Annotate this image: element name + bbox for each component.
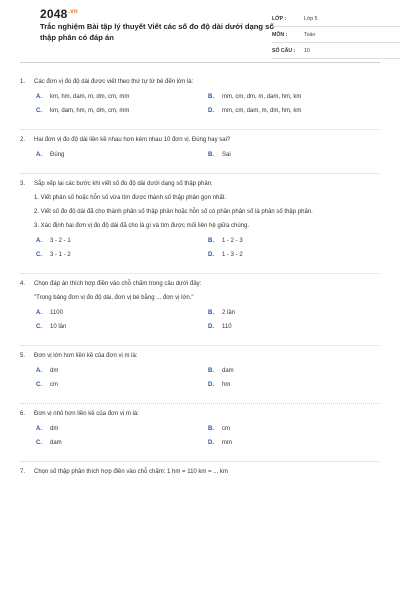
answer-option[interactable]: [36, 323, 208, 332]
question-header: [20, 280, 380, 289]
question-text: Đơn vị nhỏ hơn liền kề của đơn vị m là:: [34, 411, 139, 417]
meta-value: Toán: [304, 32, 316, 38]
option-letter: D.: [208, 108, 214, 114]
option-text: 1 - 2 - 3: [222, 238, 243, 244]
question-step: 1. Viết phân số hoặc hỗn số vừa tìm được thành số thập phân gọn nhất.: [34, 195, 226, 201]
question-text: Các đơn vị đo độ dài được viết theo thứ tự từ bé đến lớn là:: [34, 79, 194, 85]
option-letter: D.: [208, 252, 214, 258]
question-text: Chọn đáp án thích hợp điền vào chỗ chấm trong câu dưới đây:: [34, 281, 202, 287]
meta-box: [272, 12, 400, 60]
option-letter: D.: [208, 440, 214, 446]
option-text: 1 - 3 - 2: [222, 252, 243, 258]
option-text: cm: [222, 426, 230, 432]
answer-option[interactable]: [36, 93, 208, 102]
option-letter: D.: [208, 324, 214, 330]
page-title: Trắc nghiệm Bài tập lý thuyết Viết các số đo độ dài dưới dạng số thập phân có đáp án: [40, 22, 274, 42]
question-number: 1.: [20, 79, 26, 85]
question-header: [20, 410, 380, 419]
answer-option[interactable]: [208, 93, 380, 102]
option-text: 10 lần: [50, 324, 67, 330]
answer-option[interactable]: [36, 237, 208, 246]
question-divider: [20, 461, 380, 462]
question-number: 5.: [20, 353, 26, 359]
option-letter: B.: [208, 310, 214, 316]
option-letter: A.: [36, 310, 42, 316]
option-letter: B.: [208, 94, 214, 100]
option-text: dam: [50, 440, 62, 446]
answer-option[interactable]: [36, 309, 208, 318]
question-text: Sắp xếp lại các bước khi viết số đo độ dài dưới dạng số thập phân:: [34, 181, 213, 187]
option-text: Đúng: [50, 152, 65, 158]
question-5: [20, 352, 380, 395]
meta-label: SỐ CÂU :: [272, 48, 296, 54]
answer-option[interactable]: [208, 151, 380, 160]
option-letter: C.: [36, 324, 42, 330]
option-letter: A.: [36, 152, 42, 158]
meta-label: MÔN :: [272, 32, 288, 38]
answer-option[interactable]: [208, 381, 380, 390]
option-text: cm: [50, 382, 58, 388]
answer-options: [20, 367, 380, 395]
question-step: "Trong bảng đơn vị đo độ dài, đơn vị bé bằng ... đơn vị lớn.": [34, 295, 194, 301]
option-letter: C.: [36, 382, 42, 388]
option-letter: C.: [36, 440, 42, 446]
option-text: 2 lần: [222, 310, 236, 316]
question-2: [20, 136, 380, 165]
option-letter: A.: [36, 426, 42, 432]
option-letter: A.: [36, 94, 42, 100]
option-text: 1100: [50, 310, 63, 316]
answer-option[interactable]: [36, 439, 208, 448]
meta-value: 10: [304, 48, 310, 54]
answer-options: [20, 93, 380, 121]
question-6: [20, 410, 380, 453]
answer-option[interactable]: [208, 439, 380, 448]
option-letter: B.: [208, 426, 214, 432]
option-text: 3 - 1 - 2: [50, 252, 71, 258]
question-divider: [20, 403, 380, 404]
option-letter: B.: [208, 238, 214, 244]
option-text: dm: [50, 426, 59, 432]
meta-row-subject: [272, 28, 400, 43]
question-header: [20, 180, 380, 189]
question-text: Hai đơn vị đo độ dài liền kề nhau hơn kém nhau 10 đơn vị. Đúng hay sai?: [34, 137, 231, 143]
option-text: mm, cm, dam, m, dm, hm, km: [222, 108, 302, 114]
answer-option[interactable]: [208, 323, 380, 332]
question-number: 3.: [20, 181, 26, 187]
question-text: Đơn vị lớn hơn liền kề của đơn vị m là:: [34, 353, 138, 359]
answer-option[interactable]: [36, 367, 208, 376]
site-logo[interactable]: [40, 7, 78, 21]
answer-option[interactable]: [208, 367, 380, 376]
option-letter: D.: [208, 382, 214, 388]
question-header: [20, 78, 380, 87]
option-letter: A.: [36, 238, 42, 244]
answer-option[interactable]: [208, 309, 380, 318]
answer-option[interactable]: [36, 151, 208, 160]
logo-text: 2048: [40, 7, 68, 21]
question-header: [20, 468, 380, 477]
option-text: km, dam, hm, m, dm, cm, mm: [50, 108, 130, 114]
logo-suffix: .vn: [68, 9, 78, 15]
meta-row-count: [272, 44, 400, 59]
question-header: [20, 136, 380, 145]
answer-option[interactable]: [36, 425, 208, 434]
answer-option[interactable]: [36, 107, 208, 116]
option-text: dam: [222, 368, 234, 374]
option-text: Sai: [222, 152, 231, 158]
answer-options: [20, 425, 380, 453]
question-4: [20, 280, 380, 337]
question-text: Chọn số thập phân thích hợp điền vào chỗ chấm: 1 hm = 110 km = ... km: [34, 469, 228, 475]
option-letter: B.: [208, 152, 214, 158]
meta-value: Lớp 5: [304, 16, 318, 22]
question-divider: [20, 173, 380, 174]
question-divider: [20, 129, 380, 130]
meta-row-grade: [272, 12, 400, 27]
question-step: 2. Viết số đo độ dài đã cho thành phân số thập phân hoặc hỗn số có phần phân số là phân số thập phân.: [34, 209, 313, 215]
question-number: 2.: [20, 137, 26, 143]
answer-option[interactable]: [208, 237, 380, 246]
question-1: [20, 78, 380, 121]
answer-options: [20, 151, 380, 165]
question-list: [20, 78, 380, 485]
question-header: [20, 352, 380, 361]
answer-option[interactable]: [208, 251, 380, 260]
question-number: 6.: [20, 411, 26, 417]
option-text: 110: [222, 324, 232, 330]
option-letter: B.: [208, 368, 214, 374]
option-letter: C.: [36, 108, 42, 114]
option-text: mm, cm, dm, m, dam, hm, km: [222, 94, 302, 100]
question-number: 7.: [20, 469, 26, 475]
meta-label: LỚP :: [272, 16, 287, 22]
question-number: 4.: [20, 281, 26, 287]
header: [20, 0, 380, 62]
answer-option[interactable]: [208, 425, 380, 434]
option-text: hm: [222, 382, 231, 388]
answer-option[interactable]: [36, 251, 208, 260]
question-3: [20, 180, 380, 265]
question-divider: [20, 273, 380, 274]
question-step: 3. Xác định hai đơn vị đo độ dài đã cho là gì và tìm được mối liên hệ giữa chúng.: [34, 223, 250, 229]
option-text: dm: [50, 368, 59, 374]
option-letter: C.: [36, 252, 42, 258]
answer-option[interactable]: [36, 381, 208, 390]
question-divider: [20, 345, 380, 346]
header-divider: [20, 62, 380, 63]
answer-options: [20, 237, 380, 265]
answer-option[interactable]: [208, 107, 380, 116]
option-text: 3 - 2 - 1: [50, 238, 71, 244]
question-7: [20, 468, 380, 477]
option-text: km, hm, dam, m, dm, cm, mm: [50, 94, 130, 100]
answer-options: [20, 309, 380, 337]
option-letter: A.: [36, 368, 42, 374]
option-text: mm: [222, 440, 232, 446]
